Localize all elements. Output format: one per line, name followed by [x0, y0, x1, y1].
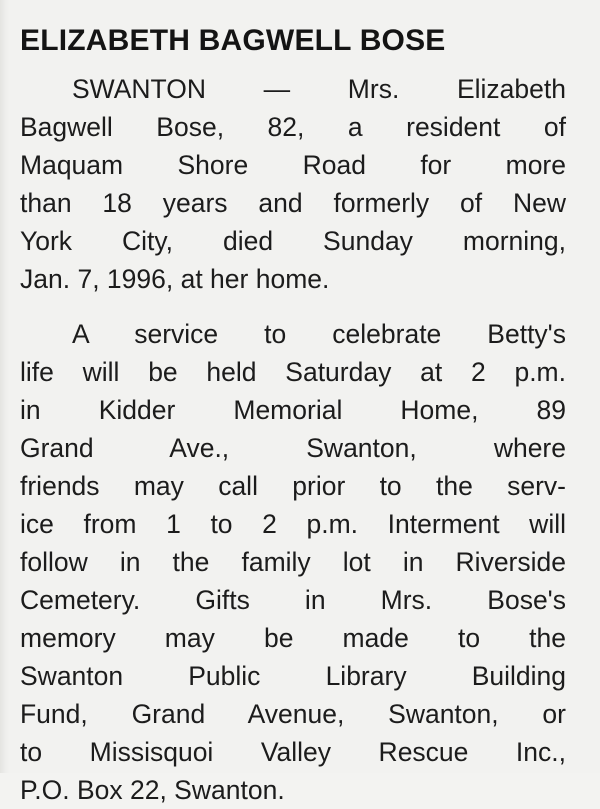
text-line: Bagwell Bose, 82, a resident of — [20, 112, 566, 142]
column-edge — [0, 0, 10, 773]
text-line: Cemetery. Gifts in Mrs. Bose's — [20, 585, 566, 615]
text-line: A service to celebrate Betty's — [72, 319, 566, 349]
text-line: than 18 years and formerly of New — [20, 188, 566, 218]
text-line: York City, died Sunday morning, — [20, 226, 566, 256]
obituary-headline: ELIZABETH BAGWELL BOSE — [20, 24, 446, 57]
text-line: friends may call prior to the serv- — [20, 471, 566, 501]
text-line: ice from 1 to 2 p.m. Interment will — [20, 509, 566, 539]
text-line: follow in the family lot in Riverside — [20, 547, 566, 577]
text-line: to Missisquoi Valley Rescue Inc., — [20, 737, 566, 767]
paragraph-1 — [20, 70, 566, 298]
text-line: Grand Ave., Swanton, where — [20, 433, 566, 463]
text-line: SWANTON — Mrs. Elizabeth — [72, 74, 566, 104]
obituary-body — [20, 70, 566, 809]
text-line: life will be held Saturday at 2 p.m. — [20, 357, 566, 387]
text-line: Fund, Grand Avenue, Swanton, or — [20, 699, 566, 729]
text-line: Maquam Shore Road for more — [20, 150, 566, 180]
text-line: Jan. 7, 1996, at her home. — [20, 264, 330, 294]
text-line: P.O. Box 22, Swanton. — [20, 775, 285, 805]
text-line: in Kidder Memorial Home, 89 — [20, 395, 566, 425]
text-line: Swanton Public Library Building — [20, 661, 566, 691]
paragraph-2 — [20, 315, 566, 809]
text-line: memory may be made to the — [20, 623, 566, 653]
